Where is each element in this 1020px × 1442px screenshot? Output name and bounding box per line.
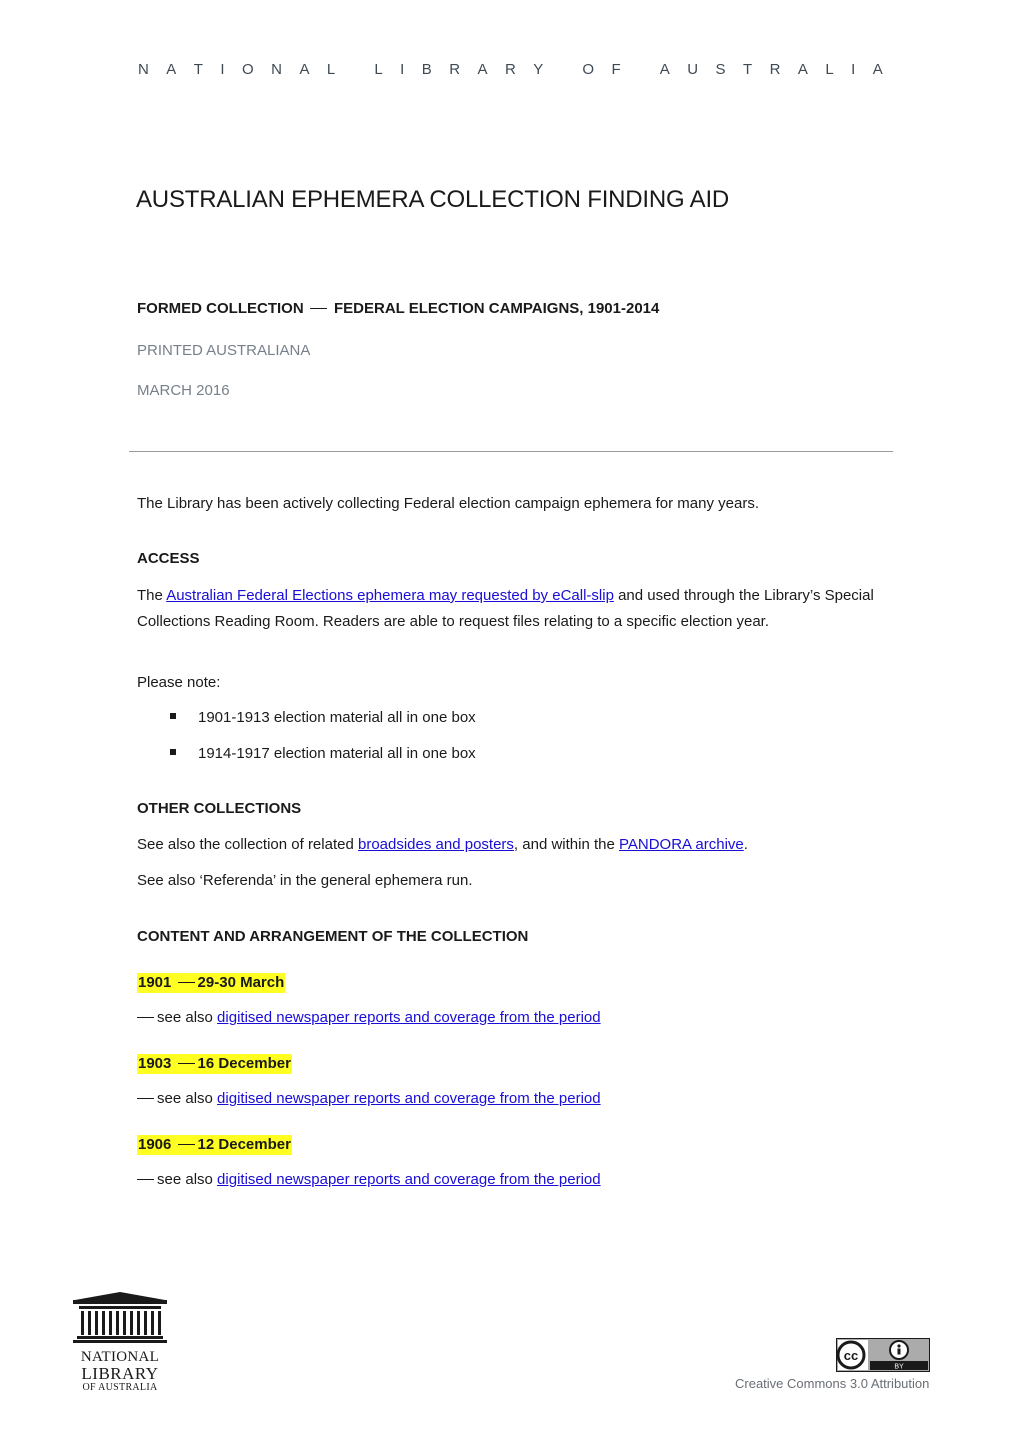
masthead-letter: A [299,61,310,78]
see-also-text: see also [157,1171,218,1188]
em-dash [178,1063,195,1064]
masthead-letter: U [687,61,699,78]
election-date: 29-30 March [197,974,285,991]
election-heading-1901 [137,973,285,993]
masthead [138,61,883,78]
masthead-letter: Y [533,61,544,78]
cc-license-badge [836,1338,930,1372]
masthead-letter: O [582,61,595,78]
masthead-letter: I [400,61,405,78]
masthead-letter: R [449,61,461,78]
other-text-mid: , and within the [513,836,619,853]
creative-commons-icon [836,1338,930,1372]
please-note: Please note: [137,674,221,691]
other-collections-line-2: See also ‘Referenda’ in the general ephemera run. [137,872,473,889]
election-date: 16 December [197,1055,291,1072]
subtitle-part-1: FORMED COLLECTION [137,300,304,317]
logo-text-line-3: OF AUSTRALIA [82,1382,158,1393]
election-year: 1901 [138,974,172,991]
masthead-letter: L [374,61,383,78]
ecall-slip-link[interactable]: Australian Federal Elections ephemera may requested by eCall-slip [166,587,614,604]
divider [129,451,893,452]
see-also-line [137,1090,601,1107]
pandora-archive-link[interactable]: PANDORA archive [619,836,744,853]
masthead-letter: N [138,61,149,78]
masthead-letter: L [326,61,336,78]
nla-logo [73,1292,167,1394]
logo-text-line-2: LIBRARY [81,1364,159,1383]
masthead-letter: A [797,61,808,78]
masthead-letter: S [715,61,726,78]
masthead-letter: T [193,61,203,78]
bullet-icon [170,713,176,719]
document-date: MARCH 2016 [137,382,230,399]
em-dash [310,308,327,309]
masthead-letter: O [242,61,254,78]
bullet-icon [170,749,176,755]
broadsides-posters-link[interactable]: broadsides and posters [357,836,514,853]
see-also-text: see also [157,1009,218,1026]
logo-text-line-1: NATIONAL [80,1349,160,1365]
masthead-letter: I [851,61,856,78]
access-text-before: The [137,587,167,604]
other-text-before: See also the collection of related [137,836,358,853]
document-title: AUSTRALIAN EPHEMERA COLLECTION FINDING AID [136,186,730,213]
document-subtitle [137,300,659,317]
masthead-letter: F [611,61,621,78]
masthead-letter: A [166,61,177,78]
other-collections-heading: OTHER COLLECTIONS [137,800,302,817]
masthead-letter: N [271,61,282,78]
masthead-letter: A [477,61,488,78]
masthead-letter: R [504,61,516,78]
section-label: PRINTED AUSTRALIANA [137,342,311,359]
em-dash [137,1017,154,1018]
list-item [170,745,476,762]
masthead-gap [561,61,565,78]
see-also-text: see also [157,1090,218,1107]
em-dash [178,982,195,983]
access-paragraph [137,583,887,635]
content-heading: CONTENT AND ARRANGEMENT OF THE COLLECTION [137,928,529,945]
masthead-letter: L [825,61,834,78]
masthead-letter: B [421,61,432,78]
library-building-icon [73,1292,167,1344]
other-text-after: . [743,836,748,853]
election-year: 1906 [138,1136,172,1153]
em-dash [178,1144,195,1145]
access-heading: ACCESS [137,550,200,567]
license-caption: Creative Commons 3.0 Attribution [735,1376,930,1391]
cc-by-label: BY [894,1363,904,1371]
see-also-line [137,1009,601,1026]
intro-paragraph: The Library has been actively collecting Federal election campaign ephemera for many years. [137,495,759,512]
masthead-letter: A [659,61,670,78]
election-heading-1903 [137,1054,292,1074]
em-dash [137,1179,154,1180]
masthead-letter: R [769,61,781,78]
newspaper-coverage-link[interactable]: digitised newspaper reports and coverage from the period [217,1171,601,1188]
list-item [170,709,476,726]
masthead-letter: I [220,61,225,78]
newspaper-coverage-link[interactable]: digitised newspaper reports and coverage from the period [217,1009,601,1026]
masthead-gap [353,61,357,78]
masthead-letter: A [872,61,883,78]
masthead-gap [638,61,642,78]
see-also-line [137,1171,601,1188]
other-collections-line-1 [137,832,897,858]
newspaper-coverage-link[interactable]: digitised newspaper reports and coverage from the period [217,1090,601,1107]
bullet-text: 1914-1917 election material all in one box [198,745,476,762]
em-dash [137,1098,154,1099]
election-date: 12 December [197,1136,291,1153]
access-text-after: and used through the Library’s Special Collections Reading Room. Readers are able to request files relating to a specific election year. [137,587,874,630]
election-heading-1906 [137,1135,292,1155]
svg-text:cc: cc [843,1348,859,1363]
subtitle-part-2: FEDERAL ELECTION CAMPAIGNS, 1901-2014 [334,300,660,317]
bullet-text: 1901-1913 election material all in one box [198,709,476,726]
masthead-letter: T [742,61,753,78]
election-year: 1903 [138,1055,172,1072]
